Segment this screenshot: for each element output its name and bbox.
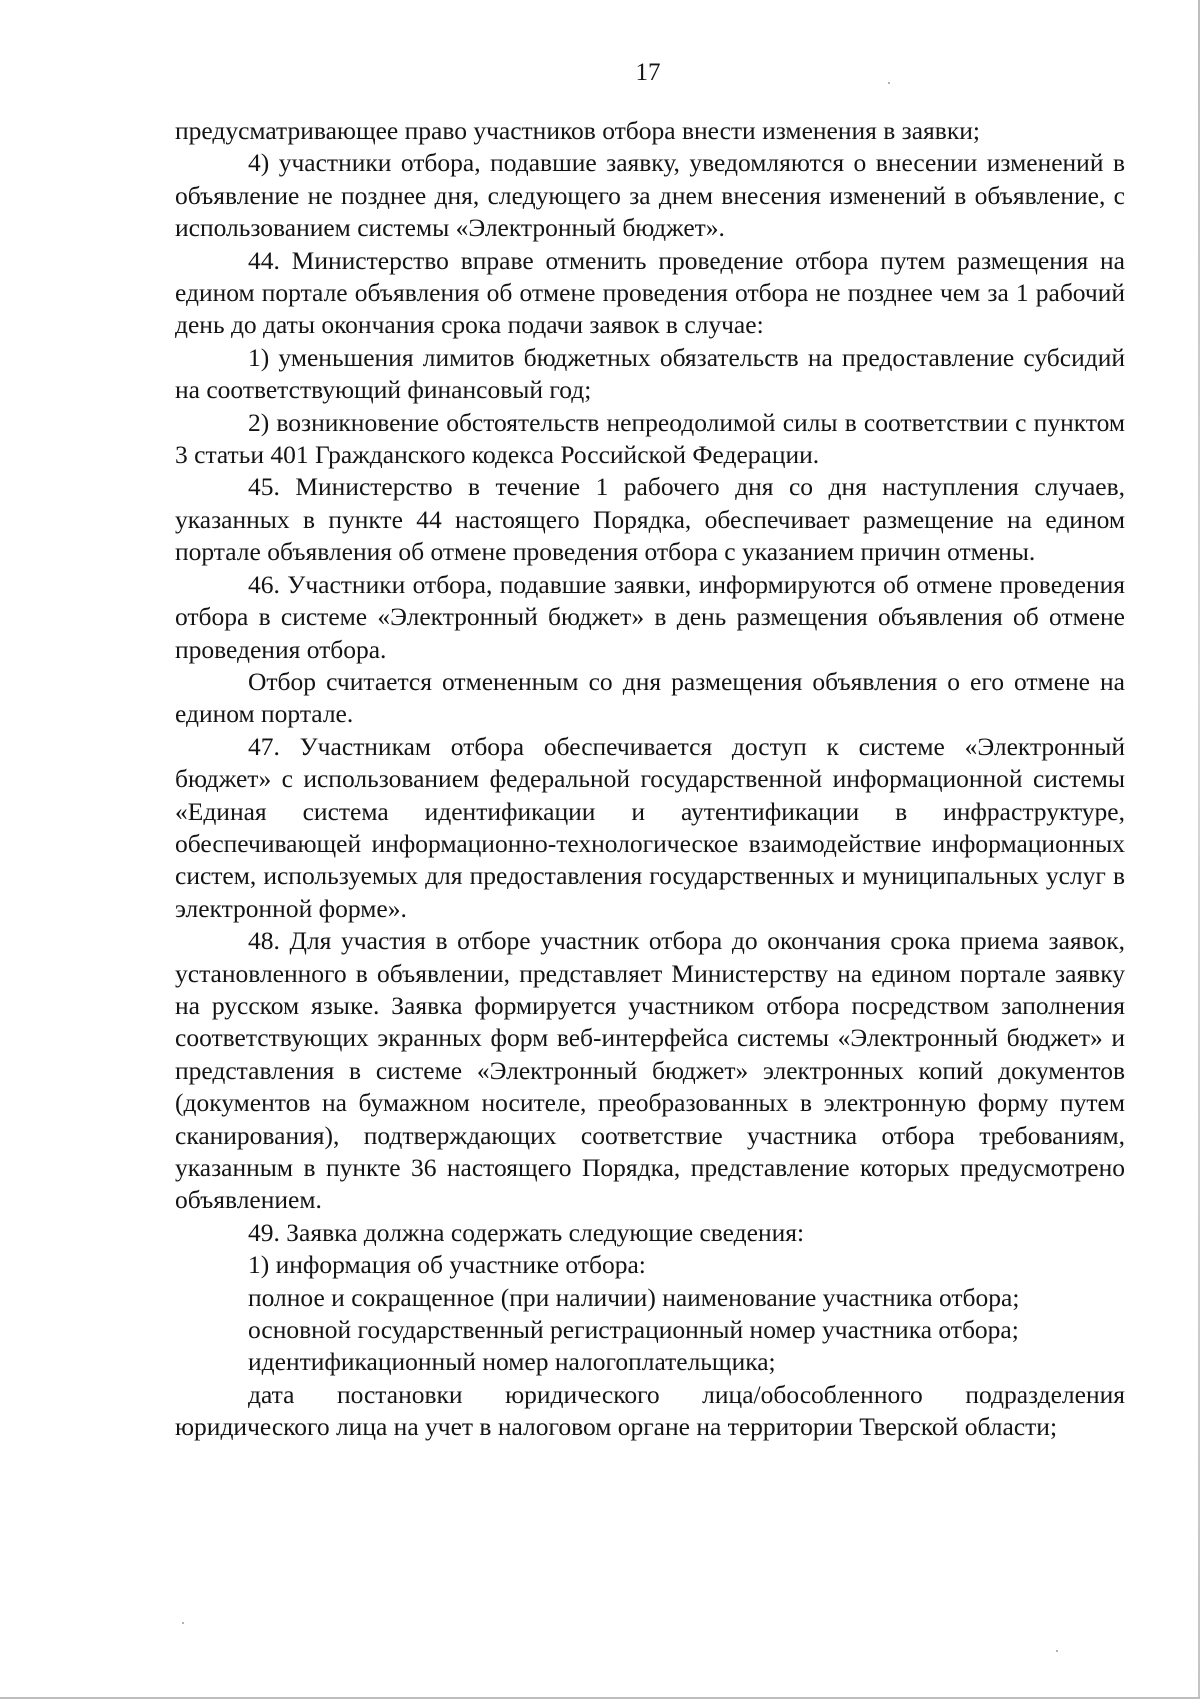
paragraph: 49. Заявка должна содержать следующие сведения:: [248, 1217, 805, 1247]
paragraph: Отбор считается отмененным со дня размещения объявления о его отмене на едином портале.: [175, 666, 1125, 729]
scan-speck: [182, 1622, 184, 1624]
paragraph: 45. Министерство в течение 1 рабочего дня со дня наступления случаев, указанных в пункте 44 настоящего Порядка, обеспечивает размещение на едином портале объявления об отмене проведения отбора с указанием причин отмены.: [175, 472, 1125, 567]
paragraph: 1) уменьшения лимитов бюджетных обязательств на предоставление субсидий на соответствующий финансовый год;: [175, 342, 1125, 405]
scan-speck: [888, 82, 890, 84]
scan-speck: [1056, 1650, 1058, 1652]
paragraph: предусматривающее право участников отбора внести изменения в заявки;: [175, 116, 980, 145]
paragraph: 2) возникновение обстоятельств непреодолимой силы в соответствии с пунктом 3 статьи 401 Гражданского кодекса Российской Федерации.: [175, 407, 1125, 470]
paragraph: 46. Участники отбора, подавшие заявки, информируются об отмене проведения отбора в системе «Электронный бюджет» в день размещения объявления об отмене проведения отбора.: [175, 569, 1125, 664]
paragraph: 1) информация об участнике отбора:: [248, 1250, 646, 1280]
paragraph: основной государственный регистрационный номер участника отбора;: [248, 1315, 1019, 1345]
document-body: [175, 115, 1125, 1444]
page-number: 17: [635, 59, 661, 86]
paragraph: 48. Для участия в отборе участник отбора до окончания срока приема заявок, установленного в объявлении, представляет Министерству на едином портале заявку на русском языке. Заявка формируется участником отбора посредством заполнения соответствующих экранных форм веб-интерфейса системы «Электронный бюджет» и представления в системе «Электронный бюджет» электронных копий документов (документов на бумажном носителе, преобразованных в электронную форму путем сканирования), подтверждающих соответствие участника отбора требованиям, указанным в пункте 36 настоящего Порядка, представление которых предусмотрено объявлением.: [175, 926, 1125, 1215]
paragraph: полное и сокращенное (при наличии) наименование участника отбора;: [248, 1282, 1020, 1312]
paragraph: идентификационный номер налогоплательщика;: [248, 1347, 776, 1377]
paragraph: 4) участники отбора, подавшие заявку, уведомляются о внесении изменений в объявление не позднее дня, следующего за днем внесения изменений в объявление, с использованием системы «Электронный бюджет».: [175, 148, 1125, 243]
paragraph: 47. Участникам отбора обеспечивается доступ к системе «Электронный бюджет» с использованием федеральной государственной информационной системы «Единая система идентификации и аутентификации в инфраструктуре, обеспечивающей информационно-технологическое взаимодействие информационных систем, используемых для предоставления государственных и муниципальных услуг в электронной форме».: [175, 731, 1125, 923]
paragraph: 44. Министерство вправе отменить проведение отбора путем размещения на едином портале объявления об отмене проведения отбора не позднее чем за 1 рабочий день до даты окончания срока подачи заявок в случае:: [175, 245, 1125, 340]
paragraph: дата постановки юридического лица/обособленного подразделения юридического лица на учет в налоговом органе на территории Тверской области;: [175, 1379, 1125, 1442]
